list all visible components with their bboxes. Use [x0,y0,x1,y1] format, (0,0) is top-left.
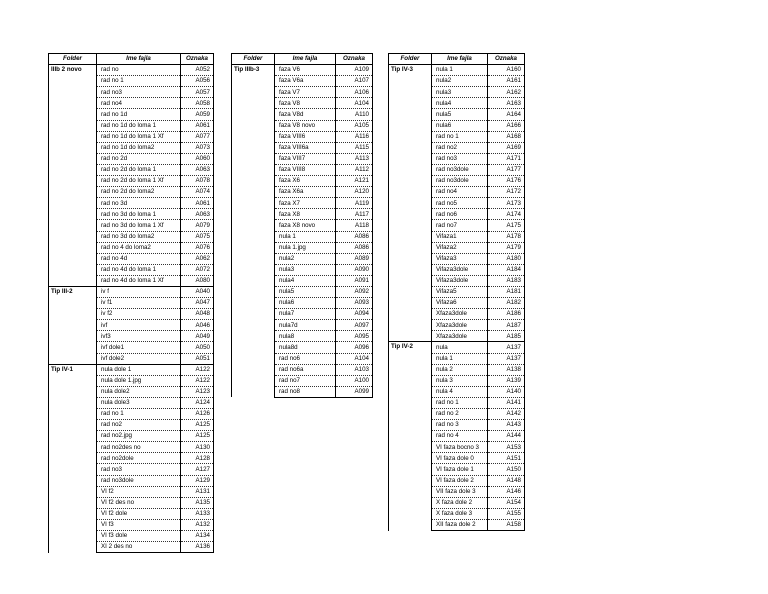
code-cell: A049 [181,331,214,342]
code-cell: A107 [336,76,373,87]
code-cell: A138 [488,364,525,375]
file-name-cell: rad no 4d do loma 1 Xf [97,275,181,286]
header-code: Oznaka [181,54,214,65]
code-cell: A133 [181,508,214,519]
header-code: Oznaka [488,54,525,65]
file-name-cell: nula 1 [432,353,488,364]
file-name-cell: VI faza dole 0 [432,453,488,464]
code-cell: A096 [336,342,373,353]
code-cell: A150 [488,464,525,475]
file-name-cell: Xfaza3dole [432,331,488,342]
code-cell: A134 [181,531,214,542]
code-cell: A144 [488,431,525,442]
code-cell: A168 [488,131,525,142]
file-name-cell: rad no 2d do loma 1 Xf [97,176,181,187]
file-name-cell: Vifaza3 [432,253,488,264]
code-cell: A137 [488,342,525,353]
file-name-cell: ivf3 [97,331,181,342]
file-name-cell: rad no 1 [432,397,488,408]
table-row [389,65,525,76]
code-cell: A063 [181,164,214,175]
code-cell: A178 [488,231,525,242]
table-row [49,65,214,76]
file-name-cell: nula2 [275,253,336,264]
header-code: Oznaka [336,54,373,65]
file-name-cell: VI f3 [97,519,181,530]
code-cell: A184 [488,264,525,275]
file-name-cell: X faza dole 2 [432,497,488,508]
file-name-cell: faza VIII6a [275,142,336,153]
code-cell: A155 [488,508,525,519]
code-cell: A166 [488,120,525,131]
code-cell: A079 [181,220,214,231]
code-cell: A122 [181,364,214,375]
file-name-cell: nula5 [432,109,488,120]
code-cell: A056 [181,76,214,87]
table-row [232,65,373,76]
code-cell: A122 [181,375,214,386]
code-cell: A182 [488,298,525,309]
file-name-cell: faza VIII6 [275,131,336,142]
file-name-cell: rad no 3d do loma 1 [97,209,181,220]
file-name-cell: ivf dole2 [97,353,181,364]
code-cell: A140 [488,386,525,397]
file-name-cell: nula dole3 [97,397,181,408]
code-cell: A086 [336,231,373,242]
code-cell: A186 [488,309,525,320]
file-name-cell: nula 2 [432,364,488,375]
code-cell: A080 [181,275,214,286]
code-cell: A051 [181,353,214,364]
code-cell: A143 [488,420,525,431]
code-cell: A163 [488,98,525,109]
code-cell: A177 [488,164,525,175]
file-name-cell: faza X6a [275,187,336,198]
file-name-cell: VI faza dole 2 [432,475,488,486]
code-cell: A048 [181,309,214,320]
file-name-cell: rad no 1 [432,131,488,142]
code-cell: A100 [336,375,373,386]
file-name-cell: rad no7 [432,220,488,231]
file-name-cell: rad no 3 [432,420,488,431]
file-name-cell: rad no4 [97,98,181,109]
code-cell: A128 [181,453,214,464]
file-table-2 [231,53,373,398]
code-cell: A117 [336,209,373,220]
file-name-cell: rad no 1d do loma2 [97,142,181,153]
file-name-cell: rad no3dole [97,475,181,486]
file-name-cell: rad no2.jpg [97,431,181,442]
code-cell: A091 [336,275,373,286]
code-cell: A093 [336,298,373,309]
code-cell: A142 [488,409,525,420]
file-name-cell: nula8d [275,342,336,353]
file-name-cell: rad no5 [432,198,488,209]
file-name-cell: XII faza dole 2 [432,519,488,530]
header-file-name: Ime fajla [275,54,336,65]
file-name-cell: rad no3dole [432,176,488,187]
code-cell: A118 [336,220,373,231]
code-cell: A175 [488,220,525,231]
file-name-cell: rad no2des no [97,442,181,453]
file-name-cell: nula 1 [275,231,336,242]
code-cell: A058 [181,98,214,109]
code-cell: A174 [488,209,525,220]
code-cell: A110 [336,109,373,120]
file-name-cell: rad no 4 [432,431,488,442]
code-cell: A086 [336,242,373,253]
code-cell: A094 [336,309,373,320]
code-cell: A160 [488,65,525,76]
code-cell: A106 [336,87,373,98]
file-name-cell: iv f [97,286,181,297]
code-cell: A141 [488,397,525,408]
code-cell: A127 [181,464,214,475]
code-cell: A151 [488,453,525,464]
file-name-cell: faza V6a [275,76,336,87]
file-name-cell: rad no6 [432,209,488,220]
code-cell: A076 [181,242,214,253]
header-file-name: Ime fajla [432,54,488,65]
file-name-cell: ivf dole1 [97,342,181,353]
code-cell: A187 [488,320,525,331]
table-row [389,342,525,353]
file-name-cell: VI faza dole 1 [432,464,488,475]
header-folder: Folder [389,54,432,65]
code-cell: A153 [488,442,525,453]
code-cell: A132 [181,519,214,530]
file-name-cell: rad no 1d [97,109,181,120]
file-name-cell: nula [432,342,488,353]
file-name-cell: rad no [97,65,181,76]
code-cell: A057 [181,87,214,98]
folder-cell: IIIb 2 novo [49,65,97,287]
file-name-cell: nula dole2 [97,386,181,397]
file-name-cell: Xfaza3dole [432,320,488,331]
folder-cell: Tip III-2 [49,286,97,364]
code-cell: A126 [181,409,214,420]
file-name-cell: faza VIII8 [275,164,336,175]
file-name-cell: iv f1 [97,298,181,309]
code-cell: A137 [488,353,525,364]
code-cell: A104 [336,353,373,364]
code-cell: A074 [181,187,214,198]
code-cell: A090 [336,264,373,275]
file-name-cell: VII faza dole 3 [432,486,488,497]
file-name-cell: nula dole 1.jpg [97,375,181,386]
file-name-cell: rad no6 [275,353,336,364]
file-name-cell: nula4 [275,275,336,286]
file-name-cell: Vifaza1 [432,231,488,242]
code-cell: A050 [181,342,214,353]
code-cell: A061 [181,120,214,131]
code-cell: A092 [336,286,373,297]
code-cell: A139 [488,375,525,386]
code-cell: A097 [336,320,373,331]
code-cell: A105 [336,120,373,131]
code-cell: A046 [181,320,214,331]
code-cell: A164 [488,109,525,120]
code-cell: A123 [181,386,214,397]
code-cell: A185 [488,331,525,342]
file-name-cell: VI f3 dole [97,531,181,542]
file-name-cell: rad no4 [432,187,488,198]
file-name-cell: faza X8 novo [275,220,336,231]
file-name-cell: rad no 2d [97,153,181,164]
file-name-cell: VI f2 dole [97,508,181,519]
code-cell: A124 [181,397,214,408]
file-name-cell: nula6 [275,298,336,309]
file-table-1 [48,53,214,553]
code-cell: A158 [488,519,525,530]
file-name-cell: VI faza bocno 3 [432,442,488,453]
code-cell: A146 [488,486,525,497]
code-cell: A060 [181,153,214,164]
file-name-cell: nula dole 1 [97,364,181,375]
code-cell: A073 [181,142,214,153]
code-cell: A089 [336,253,373,264]
code-cell: A112 [336,164,373,175]
file-name-cell: faza X6 [275,176,336,187]
code-cell: A180 [488,253,525,264]
folder-cell: Tip IV-2 [389,342,432,531]
code-cell: A125 [181,420,214,431]
file-name-cell: VI f2 [97,486,181,497]
code-cell: A131 [181,486,214,497]
table-row [49,364,214,375]
file-name-cell: nula 3 [432,375,488,386]
file-name-cell: rad no 1 [97,76,181,87]
code-cell: A077 [181,131,214,142]
file-name-cell: Vifaza6 [432,298,488,309]
file-name-cell: X faza dole 3 [432,508,488,519]
code-cell: A040 [181,286,214,297]
file-name-cell: faza V8 [275,98,336,109]
code-cell: A104 [336,98,373,109]
folder-cell: Tip IIIb-3 [232,65,275,398]
file-name-cell: rad no 2d do loma 1 [97,164,181,175]
file-name-cell: ivf [97,320,181,331]
code-cell: A173 [488,198,525,209]
code-cell: A078 [181,176,214,187]
file-name-cell: faza V8d [275,109,336,120]
code-cell: A116 [336,131,373,142]
code-cell: A179 [488,242,525,253]
code-cell: A120 [336,187,373,198]
file-name-cell: rad no2 [432,142,488,153]
file-name-cell: rad no7 [275,375,336,386]
code-cell: A183 [488,275,525,286]
code-cell: A103 [336,364,373,375]
code-cell: A047 [181,298,214,309]
file-name-cell: rad no3 [432,153,488,164]
code-cell: A113 [336,153,373,164]
file-name-cell: nula4 [432,98,488,109]
file-name-cell: rad no 1d do loma 1 [97,120,181,131]
code-cell: A061 [181,198,214,209]
file-name-cell: faza X8 [275,209,336,220]
file-name-cell: nula2 [432,76,488,87]
code-cell: A119 [336,198,373,209]
file-name-cell: rad no 3d do loma 1 Xf [97,220,181,231]
file-name-cell: rad no 1 [97,409,181,420]
file-name-cell: rad no 4d [97,253,181,264]
code-cell: A181 [488,286,525,297]
code-cell: A052 [181,65,214,76]
code-cell: A171 [488,153,525,164]
code-cell: A130 [181,442,214,453]
file-name-cell: nula3 [275,264,336,275]
file-name-cell: nula7 [275,309,336,320]
header-folder: Folder [232,54,275,65]
file-name-cell: rad no 4 do loma2 [97,242,181,253]
file-name-cell: rad no 1d do loma 1 Xf [97,131,181,142]
code-cell: A099 [336,386,373,397]
file-name-cell: rad no 4d do loma 1 [97,264,181,275]
file-name-cell: nula7d [275,320,336,331]
file-name-cell: faza V8 novo [275,120,336,131]
header-file-name: Ime fajla [97,54,181,65]
file-name-cell: faza VIII7 [275,153,336,164]
file-table-3 [388,53,525,531]
file-name-cell: nula 4 [432,386,488,397]
file-name-cell: XI 2 des no [97,542,181,553]
code-cell: A062 [181,253,214,264]
code-cell: A154 [488,497,525,508]
code-cell: A136 [181,542,214,553]
code-cell: A148 [488,475,525,486]
file-name-cell: iv f2 [97,309,181,320]
file-name-cell: nula8 [275,331,336,342]
code-cell: A059 [181,109,214,120]
header-folder: Folder [49,54,97,65]
file-name-cell: nula3 [432,87,488,98]
file-name-cell: faza V7 [275,87,336,98]
code-cell: A176 [488,176,525,187]
file-name-cell: rad no3dole [432,164,488,175]
code-cell: A095 [336,331,373,342]
code-cell: A172 [488,187,525,198]
file-name-cell: nula6 [432,120,488,131]
file-name-cell: Vifaza5 [432,286,488,297]
code-cell: A161 [488,76,525,87]
code-cell: A135 [181,497,214,508]
file-name-cell: rad no 2d do loma2 [97,187,181,198]
file-name-cell: nula 1 [432,65,488,76]
code-cell: A125 [181,431,214,442]
code-cell: A162 [488,87,525,98]
file-name-cell: rad no 2 [432,409,488,420]
code-cell: A129 [181,475,214,486]
file-name-cell: rad no 3d [97,198,181,209]
file-name-cell: rad no2 [97,420,181,431]
file-name-cell: rad no 3d do loma2 [97,231,181,242]
code-cell: A169 [488,142,525,153]
table-row [49,286,214,297]
file-name-cell: rad no3 [97,87,181,98]
file-name-cell: nula5 [275,286,336,297]
code-cell: A075 [181,231,214,242]
file-name-cell: Xfaza3dole [432,309,488,320]
code-cell: A115 [336,142,373,153]
code-cell: A109 [336,65,373,76]
file-name-cell: VI f2 des no [97,497,181,508]
file-name-cell: rad no8 [275,386,336,397]
file-name-cell: Vifaza3dole [432,264,488,275]
file-name-cell: rad no3 [97,464,181,475]
folder-cell: Tip IV-1 [49,364,97,553]
file-name-cell: faza X7 [275,198,336,209]
code-cell: A072 [181,264,214,275]
file-name-cell: Vifaza2 [432,242,488,253]
file-name-cell: faza V6 [275,65,336,76]
file-name-cell: rad no2dole [97,453,181,464]
file-name-cell: Vifaza3dole [432,275,488,286]
code-cell: A063 [181,209,214,220]
file-name-cell: nula 1.jpg [275,242,336,253]
folder-cell: Tip IV-3 [389,65,432,342]
file-name-cell: rad no6a [275,364,336,375]
code-cell: A121 [336,176,373,187]
